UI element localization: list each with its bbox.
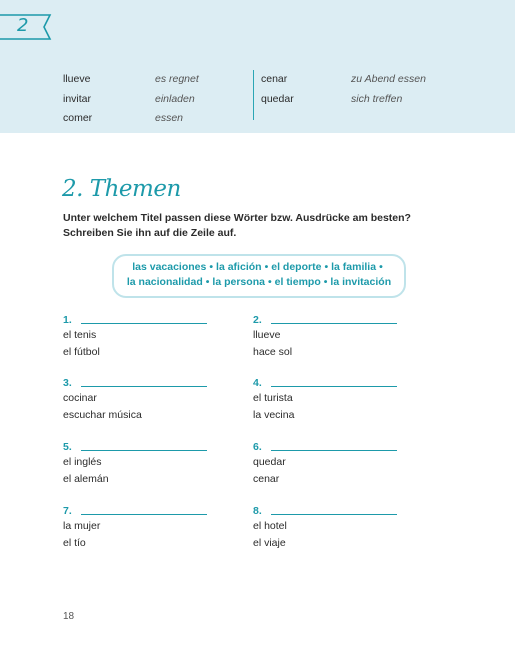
item-word: cocinar [63, 392, 97, 404]
item-word: la vecina [253, 409, 295, 421]
bullet-separator: • [267, 276, 272, 288]
section-title: 2. Themen [62, 176, 181, 202]
word-bank-term: la invitación [330, 276, 392, 288]
vocab-german: einladen [155, 92, 195, 105]
word-bank-term: el deporte [271, 261, 322, 273]
bullet-separator: • [324, 261, 329, 273]
word-bank-box [112, 254, 406, 298]
vocab-list-left [63, 70, 248, 129]
bullet-separator: • [379, 261, 383, 273]
vocab-spanish: invitar [63, 92, 92, 105]
item-word: hace sol [253, 346, 293, 358]
item-word: el turista [253, 392, 293, 404]
vocab-german: zu Abend essen [351, 73, 426, 85]
vocab-german: es regnet [155, 73, 199, 85]
item-word: escuchar música [63, 409, 142, 421]
item-word: el fútbol [63, 346, 100, 358]
item-number: 4. [253, 377, 262, 389]
answer-line[interactable] [271, 323, 397, 324]
word-bank-term: la familia [331, 261, 377, 273]
item-word: el tenis [63, 329, 97, 341]
item-number: 2. [253, 314, 262, 326]
item-number: 1. [63, 314, 72, 326]
bullet-separator: • [264, 261, 269, 273]
vocab-list-right [261, 70, 461, 109]
answer-line[interactable] [81, 386, 207, 387]
bullet-separator: • [323, 276, 328, 288]
item-number: 7. [63, 505, 72, 517]
bullet-separator: • [209, 261, 214, 273]
item-word: el viaje [253, 537, 286, 549]
vocab-german: essen [155, 112, 184, 124]
vocab-row [63, 70, 248, 90]
vocab-row [261, 90, 461, 110]
answer-line[interactable] [271, 386, 397, 387]
word-bank-line [114, 261, 404, 273]
vocab-row [261, 70, 461, 90]
vocab-spanish: llueve [63, 73, 91, 85]
item-word: la mujer [63, 520, 101, 532]
vocab-divider [253, 70, 254, 120]
vocab-german: sich treffen [351, 92, 403, 105]
word-bank-line [114, 276, 404, 288]
item-word: el alemán [63, 473, 109, 485]
item-number: 3. [63, 377, 72, 389]
bullet-separator: • [205, 276, 210, 288]
item-word: el inglés [63, 456, 102, 468]
word-bank-term: el tiempo [274, 276, 321, 288]
item-word: llueve [253, 329, 281, 341]
item-number: 8. [253, 505, 262, 517]
item-number: 5. [63, 441, 72, 453]
answer-line[interactable] [271, 450, 397, 451]
vocab-spanish: quedar [261, 92, 294, 105]
vocab-spanish: cenar [261, 73, 288, 85]
instruction-text [63, 211, 423, 241]
item-word: el tío [63, 537, 86, 549]
item-number: 6. [253, 441, 262, 453]
instruction-line: Schreiben Sie ihn auf die Zeile auf. [63, 227, 237, 239]
instruction-line: Unter welchem Titel passen diese Wörter bzw. Ausdrücke am besten? [63, 212, 411, 224]
answer-line[interactable] [81, 514, 207, 515]
item-word: quedar [253, 456, 286, 468]
vocab-row [63, 109, 248, 129]
vocab-row [63, 90, 248, 110]
page-number: 18 [63, 611, 75, 622]
item-word: cenar [253, 473, 280, 485]
answer-line[interactable] [81, 450, 207, 451]
word-bank-term: las vacaciones [132, 261, 207, 273]
answer-line[interactable] [81, 323, 207, 324]
item-word: el hotel [253, 520, 287, 532]
word-bank-term: la afición [216, 261, 262, 273]
word-bank-term: la persona [212, 276, 265, 288]
answer-line[interactable] [271, 514, 397, 515]
word-bank-term: la nacionalidad [126, 276, 203, 288]
chapter-number: 2 [17, 15, 29, 36]
vocab-spanish: comer [63, 112, 93, 124]
